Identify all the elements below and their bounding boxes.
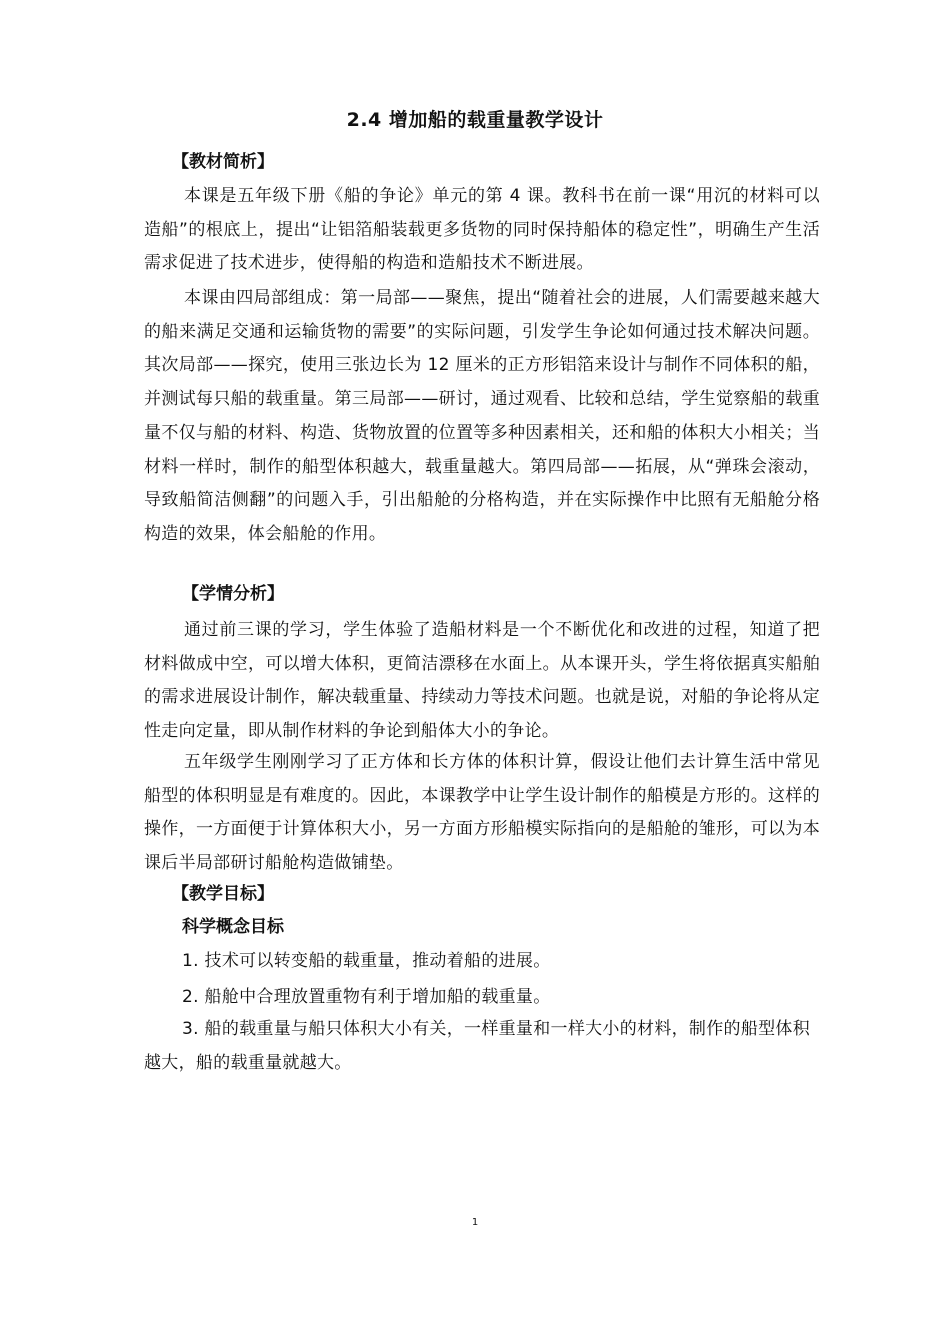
goal-item-1: 1. 技术可以转变船的载重量，推动着船的进展。 [182, 951, 551, 971]
paragraph-materials-1: 本课是五年级下册《船的争论》单元的第 4 课。教科书在前一课“用沉的材料可以造船”的根底上，提出“让铝箔船装载更多货物的同时保持船体的稳定性”，明确生产生活需求促进了技术进步，使得船的构造和造船技术不断进展。 [144, 186, 820, 274]
section-heading-students: 【学情分析】 [182, 584, 284, 604]
goal-item-3: 3. 船的载重量与船只体积大小有关，一样重量和一样大小的材料，制作的船型体积越大，船的载重量就越大。 [144, 1019, 811, 1073]
subheading-science-concepts: 科学概念目标 [182, 917, 284, 937]
page-number: 1 [471, 1217, 479, 1228]
section-heading-goals: 【教学目标】 [172, 884, 274, 904]
paragraph-students-1: 通过前三课的学习，学生体验了造船材料是一个不断优化和改进的过程，知道了把材料做成中空，可以增大体积，更简洁漂移在水面上。从本课开头，学生将依据真实船舶的需求进展设计制作，解决载重量、持续动力等技术问题。也就是说，对船的争论将从定性走向定量，即从制作材料的争论到船体大小的争论。 [144, 620, 820, 742]
paragraph-students-2: 五年级学生刚刚学习了正方体和长方体的体积计算，假设让他们去计算生活中常见船型的体积明显是有难度的。因此，本课教学中让学生设计制作的船模是方形的。这样的操作，一方面便于计算体积大小，另一方面方形船模实际指向的是船舱的雏形，可以为本课后半局部研讨船舱构造做铺垫。 [144, 752, 820, 874]
goal-item-2: 2. 船舱中合理放置重物有利于增加船的载重量。 [182, 987, 551, 1007]
document-title: 2.4 增加船的载重量教学设计 [346, 109, 604, 131]
section-heading-materials: 【教材简析】 [172, 152, 274, 172]
paragraph-materials-2: 本课由四局部组成：第一局部——聚焦，提出“随着社会的进展，人们需要越来越大的船来满足交通和运输货物的需要”的实际问题，引发学生争论如何通过技术解决问题。其次局部——探究，使用三张边长为 12 厘米的正方形铝箔来设计与制作不同体积的船，并测试每只船的载重量。第三局部——研讨，通过观看、比较和总结，学生觉察船的载重量不仅与船的材料、构造、货物放置的位置等多种因素相关，还和船的体积大小相关；当材料一样时，制作的船型体积越大，载重量越大。第四局部——拓展，从“弹珠会滚动，导致船简洁侧翻”的问题入手，引出船舱的分格构造，并在实际操作中比照有无船舱分格构造的效果，体会船舱的作用。 [144, 288, 820, 544]
